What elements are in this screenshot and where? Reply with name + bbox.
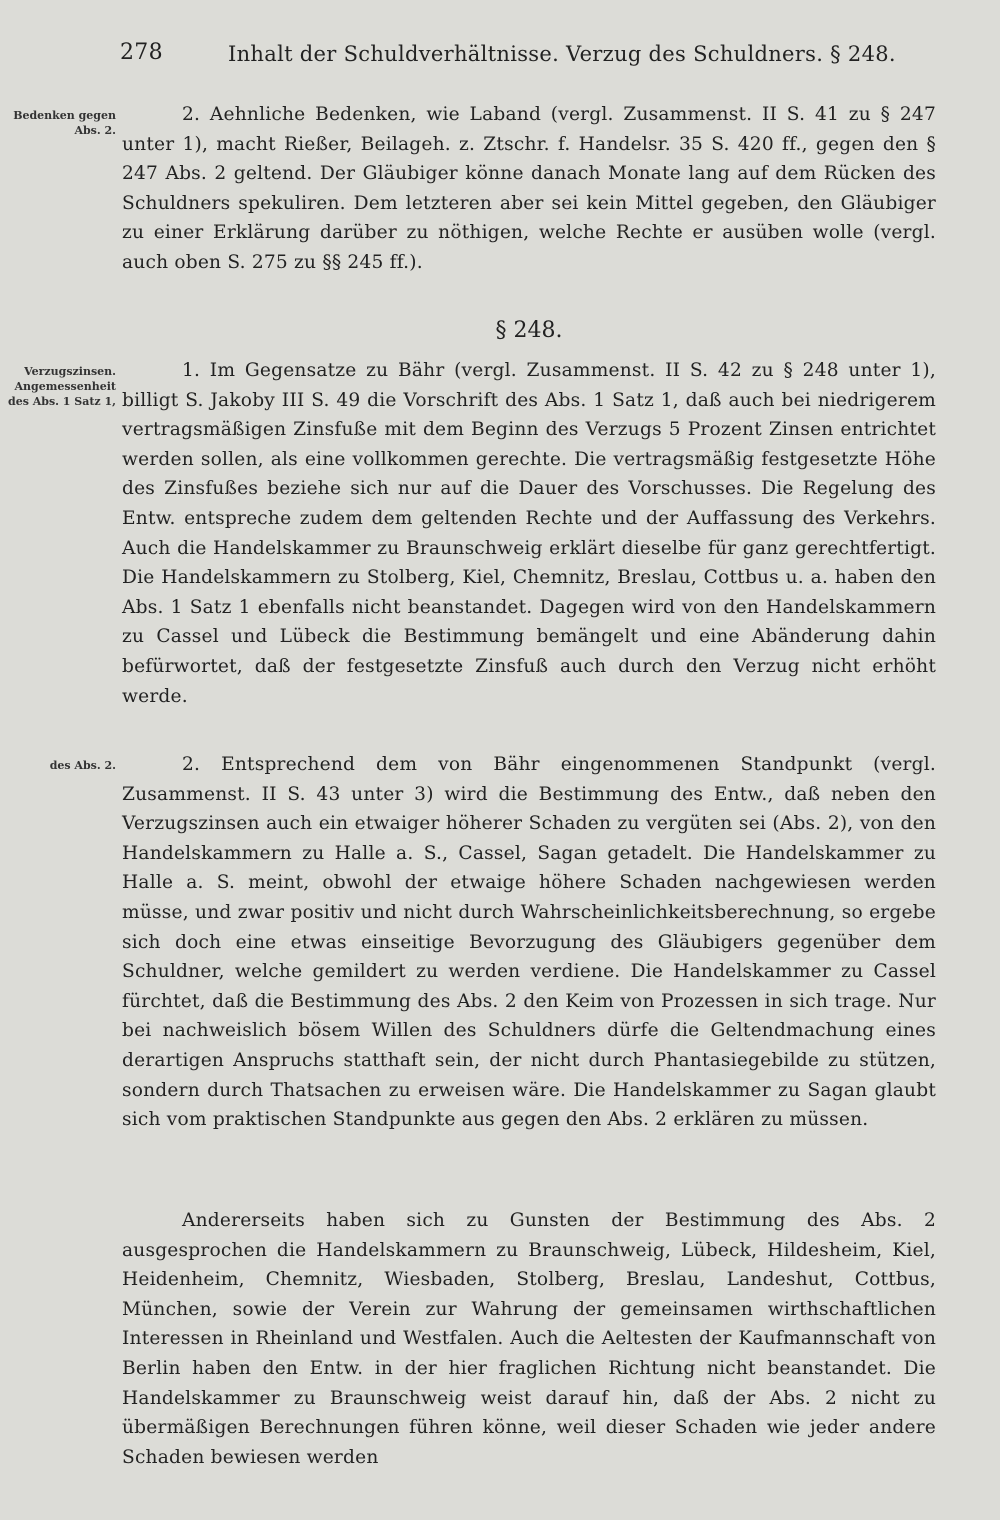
paragraph-block-4 <box>122 1206 936 1472</box>
running-title: Inhalt der Schuldverhältnisse. Verzug des Schuldners. § 248. <box>228 42 896 66</box>
running-header <box>120 40 940 74</box>
paragraph: 2. Aehnliche Bedenken, wie Laband (vergl. Zusammenst. II S. 41 zu § 247 unter 1), macht Rießer, Beilageh. z. Ztschr. f. Handelsr. 35 S. 420 ff., gegen den § 247 Abs. 2 geltend. Der Gläubiger könne danach Monate lang auf dem Rücken des Schuldners spekuliren. Dem letzteren aber sei kein Mittel gegeben, den Gläubiger zu einer Erklärung darüber zu nöthigen, welche Rechte er ausüben wolle (vergl. auch oben S. 275 zu §§ 245 ff.). <box>122 104 936 273</box>
margin-note-bedenken: Bedenken gegen Abs. 2. <box>13 109 116 137</box>
paragraph-block-1 <box>122 100 936 278</box>
paragraph-block-3 <box>122 750 936 1135</box>
paragraph: Andererseits haben sich zu Gunsten der Bestimmung des Abs. 2 ausgesprochen die Handelskammern zu Braunschweig, Lübeck, Hildesheim, Kiel, Heidenheim, Chemnitz, Wiesbaden, Stolberg, Breslau, Landeshut, Cottbus, München, sowie der Verein zur Wahrung der gemeinsamen wirthschaftlichen Interessen in Rheinland und Westfalen. Auch die Aeltesten der Kaufmannschaft von Berlin haben den Entw. in der hier fraglichen Richtung nicht beanstandet. Die Handelskammer zu Braunschweig weist darauf hin, daß der Abs. 2 nicht zu übermäßigen Berechnungen führen könne, weil dieser Schaden wie jeder andere Schaden bewiesen werden <box>122 1210 936 1468</box>
margin-note-abs2: des Abs. 2. <box>49 759 116 772</box>
paragraph: 1. Im Gegensatze zu Bähr (vergl. Zusammenst. II S. 42 zu § 248 unter 1), billigt S. Jakoby III S. 49 die Vorschrift des Abs. 1 Satz 1, daß auch bei niedrigerem vertragsmäßigen Zinsfuße mit dem Beginn des Verzugs 5 Prozent Zinsen entrichtet werden sollen, als eine vollkommen gerechte. Die vertragsmäßig festgesetzte Höhe des Zinsfußes beziehe sich nur auf die Dauer des Vorschusses. Die Regelung des Entw. entspreche zudem dem geltenden Rechte und der Auffassung des Verkehrs. Auch die Handelskammer zu Braunschweig erklärt dieselbe für ganz gerechtfertigt. Die Handelskammern zu Stolberg, Kiel, Chemnitz, Breslau, Cottbus u. a. haben den Abs. 1 Satz 1 ebenfalls nicht beanstandet. Dagegen wird von den Handelskammern zu Cassel und Lübeck die Bestimmung bemängelt und eine Abänderung dahin befürwortet, daß der festgesetzte Zinsfuß auch durch den Verzug nicht erhöht werde. <box>122 360 936 707</box>
paragraph-block-2 <box>122 356 936 711</box>
page-number: 278 <box>120 40 163 65</box>
paragraph: 2. Entsprechend dem von Bähr eingenommenen Standpunkt (vergl. Zusammenst. II S. 43 unter 3) wird die Bestimmung des Entw., daß neben den Verzugszinsen auch ein etwaiger höherer Schaden zu vergüten sei (Abs. 2), von den Handelskammern zu Halle a. S., Cassel, Sagan getadelt. Die Handelskammer zu Halle a. S. meint, obwohl der etwaige höhere Schaden nachgewiesen werden müsse, und zwar positiv und nicht durch Wahrscheinlichkeitsberechnung, so ergebe sich doch eine etwas einseitige Bevorzugung des Gläubigers gegenüber dem Schuldner, welche gemildert zu werden verdiene. Die Handelskammer zu Cassel fürchtet, daß die Bestimmung des Abs. 2 den Keim von Prozessen in sich trage. Nur bei nachweislich bösem Willen des Schuldners dürfe die Geltendmachung eines derartigen Anspruchs statthaft sein, der nicht durch Phantasiegebilde zu stützen, sondern durch Thatsachen zu erweisen wäre. Die Handelskammer zu Sagan glaubt sich vom praktischen Standpunkte aus gegen den Abs. 2 erklären zu müssen. <box>122 754 936 1131</box>
margin-note-verzugszinsen: Verzugszinsen. Angemessenheit des Abs. 1 Satz 1, <box>8 365 116 408</box>
section-heading: § 248. <box>495 318 563 343</box>
